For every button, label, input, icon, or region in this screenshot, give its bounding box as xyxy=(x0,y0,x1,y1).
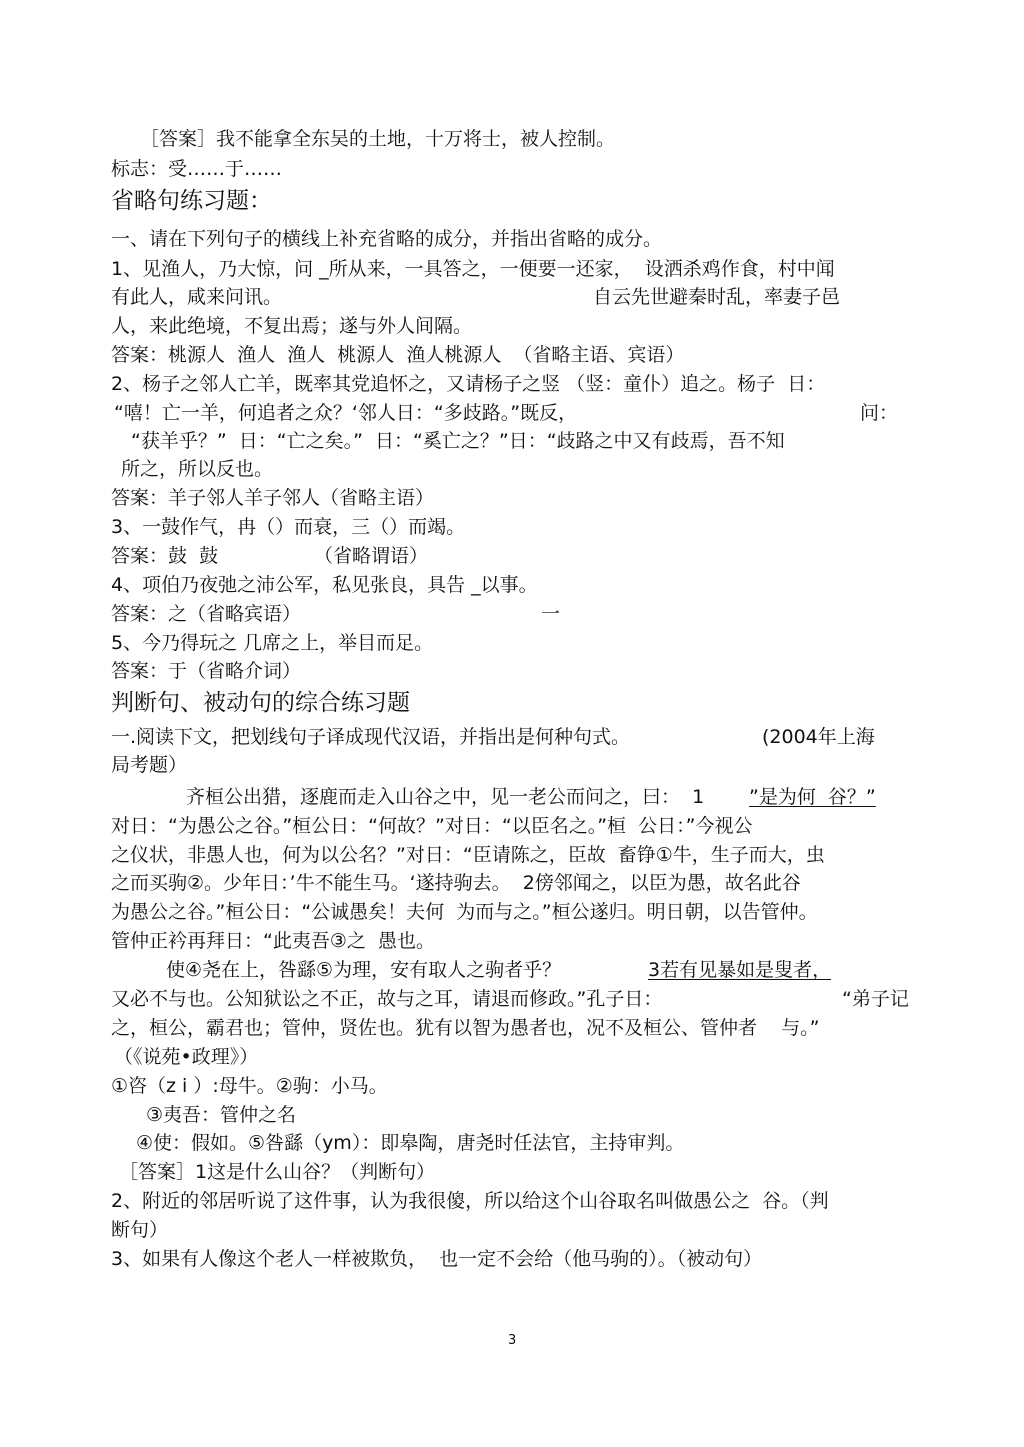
text-line: 一.阅读下文，把划线句子译成现代汉语，并指出是何种句式。 xyxy=(111,726,631,748)
text-line: 问： xyxy=(860,402,899,424)
underlined-sentence: ”是为何 谷？” xyxy=(749,786,876,808)
text-line: 标志：受……于…… xyxy=(111,158,283,180)
text-line: 所之，所以反也。 xyxy=(121,458,274,480)
answer-line: ［答案］1这是什么山谷？（判断句） xyxy=(119,1161,436,1183)
passage-line: 对日：“为愚公之谷。”桓公日：“何故？”对日：“以臣名之。”桓 公日：”今视公 xyxy=(111,815,753,837)
passage-line: “弟子记 xyxy=(842,988,909,1010)
answer-line: ［答案］我不能拿全东吴的土地，十万将士，被人控制。 xyxy=(140,128,616,150)
text-line: 5、今乃得玩之 几席之上，举目而足。 xyxy=(111,632,434,654)
passage-line: 使④尧在上，咎繇⑤为理，安有取人之驹者乎？ xyxy=(166,959,562,981)
answer-line: 3、如果有人像这个老人一样被欺负， 也一定不会给（他马驹的）。（被动句） xyxy=(111,1248,763,1270)
answer-line: 答案：羊子邻人羊子邻人（省略主语） xyxy=(111,487,435,509)
underlined-sentence: 3若有见暴如是叟者， xyxy=(648,959,832,981)
footnote-line: ④使：假如。⑤咎繇（ym）：即皋陶，唐尧时任法官，主持审判。 xyxy=(136,1132,685,1154)
answer-line: 断句） xyxy=(111,1219,169,1241)
footnote-line: ③夷吾：管仲之名 xyxy=(146,1104,297,1126)
text-line: 自云先世避秦时乱，率妻子邑 xyxy=(593,286,841,308)
text-line: 3、一鼓作气，冉（）而衰，三（）而竭。 xyxy=(111,516,466,538)
passage-line: 管仲正衿再拜日：“此夷吾③之 愚也。 xyxy=(111,930,435,952)
text-line: (2004年上海 xyxy=(762,726,875,748)
text-line: 局考题） xyxy=(111,754,188,776)
passage-line: 之，桓公，霸君也；管仲，贤佐也。犹有以智为愚者也，况不及桓公、管仲者 与。” xyxy=(111,1017,820,1039)
text-line: 人，来此绝境，不复出焉；遂与外人间隔。 xyxy=(111,315,473,337)
text-line: 2、杨子之邻人亡羊，既率其党追怀之，又请杨子之竖 （竖：童仆）追之。杨子 日： xyxy=(111,373,826,395)
passage-line: 齐桓公出猎，逐鹿而走入山谷之中，见一老公而问之，曰： 1 xyxy=(186,786,705,808)
answer-note: （省略谓语） xyxy=(314,545,429,567)
text-line: 有此人，咸来问讯。 xyxy=(111,286,283,308)
section-heading: 省略句练习题： xyxy=(111,188,272,214)
page-number: 3 xyxy=(508,1333,517,1348)
text-line: 4、项伯乃夜弛之沛公军，私见张良，具告 _以事。 xyxy=(111,574,538,596)
passage-line: 之仪状，非愚人也，何为以公名？”对日：“臣请陈之，臣故 畜铮①牛，生子而大，虫 xyxy=(111,844,825,866)
text-line: “获羊乎？” 日：“亡之矣。” 日：“奚亡之？”日：“歧路之中又有歧焉，吾不知 xyxy=(131,430,785,452)
answer-line: 2、附近的邻居听说了这件事，认为我很傻，所以给这个山谷取名叫做愚公之 谷。（判 xyxy=(111,1190,829,1212)
answer-line: 答案：于（省略介词） xyxy=(111,660,302,682)
text-line: 1、见渔人，乃大惊，问 _所从来，一具答之，一便要一还家， 设洒杀鸡作食，村中闻 xyxy=(111,258,835,280)
answer-line: 答案：桃源人 渔人 渔人 桃源人 渔人桃源人 （省略主语、宾语） xyxy=(111,344,685,366)
passage-line: 为愚公之谷。”桓公日：“公诚愚矣！夫何 为而与之。”桓公遂归。明日朝，以告管仲。 xyxy=(111,901,818,923)
text-line: 一、请在下列句子的横线上补充省略的成分，并指出省略的成分。 xyxy=(111,228,663,250)
answer-line: 答案：之（省略宾语） xyxy=(111,603,302,625)
source-citation: （《说苑•政理》） xyxy=(114,1046,259,1068)
text-line: 一 xyxy=(541,603,561,625)
passage-line: 之而买驹②。少年日：’牛不能生马。‘遂持驹去。 2傍邻闻之，以臣为愚，故名此谷 xyxy=(111,872,801,894)
footnote-line: ①咨（z i ）:母牛。②驹：小马。 xyxy=(111,1075,388,1097)
passage-line: 又必不与也。公知狱讼之不正，故与之耳，请退而修政。”孔子日： xyxy=(111,988,663,1010)
answer-line: 答案：鼓 鼓 xyxy=(111,545,219,567)
section-heading: 判断句、被动句的综合练习题 xyxy=(111,690,410,716)
text-line: “嘻！亡一羊，何追者之众？‘邻人日：“多歧路。”既反， xyxy=(114,402,578,424)
